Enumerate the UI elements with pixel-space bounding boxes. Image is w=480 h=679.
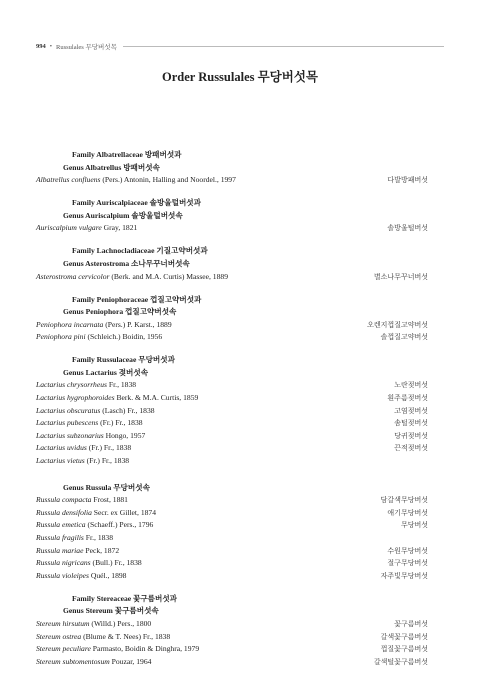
species-name: Lactarius obscuratus (36, 405, 101, 415)
korean-name: 담갈색무당버섯 (380, 496, 428, 505)
species-row (36, 430, 428, 443)
species-author: (Fr.) Fr., 1838 (84, 456, 130, 466)
korean-name: 절구무당버섯 (387, 559, 428, 568)
species-row (36, 519, 428, 532)
species-name: Russula densifolia (36, 507, 92, 517)
species-citation (36, 643, 199, 656)
species-author: (Bull.) Fr., 1838 (90, 558, 142, 568)
taxon-block (36, 482, 428, 583)
korean-name: 끈적젖버섯 (394, 444, 428, 453)
species-name: Albatrellus confluens (36, 175, 101, 185)
species-author: (Blume & T. Nees) Fr., 1838 (81, 631, 171, 641)
species-author: Fr., 1838 (106, 380, 137, 390)
korean-name: 솔껍질고약버섯 (380, 333, 428, 342)
species-name: Lactarius pubescens (36, 418, 99, 428)
family-heading: Family Albatrellaceae 방패버섯과 (72, 150, 182, 159)
taxon-block (36, 294, 428, 344)
species-citation (36, 417, 143, 430)
taxonomy-list (36, 149, 428, 668)
taxon-block (36, 197, 428, 235)
species-row (36, 631, 428, 644)
species-row (36, 222, 428, 235)
family-heading: Family Peniophoraceae 껍질고약버섯과 (72, 294, 202, 304)
species-row (36, 455, 428, 468)
species-citation (36, 331, 162, 344)
species-citation (36, 392, 198, 405)
species-author: (Willd.) Pers., 1800 (89, 618, 152, 628)
species-row (36, 656, 428, 669)
species-citation (36, 455, 129, 468)
species-name: Lactarius vietus (36, 456, 85, 466)
species-name: Lactarius uvidus (36, 443, 87, 453)
family-heading: Family Stereaceae 꽃구름버섯과 (72, 593, 178, 603)
species-citation (36, 631, 170, 644)
page-number: 994 (36, 42, 46, 50)
species-row (36, 442, 428, 455)
species-name: Stereum subtomentosum (36, 656, 110, 666)
korean-name: 껍질꽃구름버섯 (380, 645, 428, 654)
korean-name: 오렌지껍질고약버섯 (367, 320, 428, 329)
species-author: Parmasto, Boidin & Dinghra, 1979 (90, 644, 200, 654)
species-citation (36, 507, 156, 520)
korean-name: 노란젖버섯 (394, 381, 428, 390)
genus-heading: Genus Stereum 꽃구름버섯속 (63, 606, 159, 616)
species-author: Quél., 1898 (88, 570, 127, 580)
korean-name: 갈색꽃구름버섯 (380, 632, 428, 641)
species-name: Peniophora incarnata (36, 319, 104, 329)
korean-name: 별소나무꾸너버섯 (373, 272, 428, 281)
header-section: Russulales 무당버섯목 (56, 43, 117, 51)
family-heading: Family Auriscalpiaceae 솔방울털버섯과 (72, 198, 201, 208)
species-author: (Pers.) Antonin, Halling and Noordel., 1997 (100, 175, 236, 185)
species-author: Gray, 1821 (101, 223, 138, 233)
species-row (36, 405, 428, 418)
species-name: Stereum hirsutum (36, 618, 90, 628)
species-row (36, 494, 428, 507)
genus-heading: Genus Asterostroma 소나무꾸너버섯속 (63, 258, 190, 268)
korean-name: 무당버섯 (400, 521, 428, 530)
species-citation (36, 618, 151, 631)
species-row (36, 392, 428, 405)
species-author: Pouzar, 1964 (109, 656, 152, 666)
species-author: (Lasch) Fr., 1838 (100, 405, 155, 415)
species-author: Hongo, 1957 (103, 430, 146, 440)
species-citation (36, 222, 137, 235)
running-header (36, 41, 444, 51)
species-row (36, 545, 428, 558)
genus-heading: Genus Lactarius 젖버섯속 (63, 367, 149, 377)
species-row (36, 331, 428, 344)
species-row (36, 271, 428, 284)
species-name: Asterostroma cervicolor (36, 271, 110, 281)
korean-name: 흰주름젖버섯 (387, 394, 428, 403)
species-author: (Schaeff.) Pers., 1796 (85, 520, 154, 530)
block-spacer (36, 187, 428, 197)
species-citation (36, 174, 236, 187)
genus-heading: Genus Albatrellus 방패버섯속 (63, 162, 160, 172)
species-name: Russula fragilis (36, 533, 84, 542)
header-separator: • (49, 42, 53, 50)
species-row (36, 570, 428, 583)
korean-name: 꽃구름버섯 (394, 619, 428, 628)
species-name: Lactarius hygrophoroides (36, 393, 115, 403)
species-row (36, 174, 428, 187)
korean-name: 솔방울털버섯 (387, 224, 428, 233)
korean-name: 솜털젖버섯 (394, 419, 428, 428)
taxon-block (36, 593, 428, 669)
species-citation (36, 570, 126, 583)
korean-name: 갈색털꽃구름버섯 (373, 657, 428, 666)
species-name: Russula nigricans (36, 558, 91, 568)
block-spacer (36, 468, 428, 482)
family-heading: Family Lachnocladiaceae 기질고약버섯과 (72, 246, 208, 256)
taxon-block (36, 354, 428, 467)
species-author: Frost, 1881 (91, 495, 128, 505)
species-author: (Fr.) Fr., 1838 (86, 443, 132, 453)
species-citation (36, 430, 145, 443)
species-citation (36, 545, 119, 558)
species-citation (36, 519, 153, 532)
species-author: (Berk. and M.A. Curtis) Massee, 1889 (109, 271, 228, 281)
species-author: Fr., 1838 (83, 533, 114, 542)
korean-name: 다발방패버섯 (387, 176, 428, 185)
block-spacer (36, 344, 428, 354)
species-author: Secr. ex Gillet, 1874 (91, 507, 157, 517)
species-row (36, 379, 428, 392)
species-citation (36, 557, 142, 570)
family-heading: Family Russulaceae 무당버섯과 (72, 355, 175, 365)
species-row (36, 532, 428, 545)
species-citation (36, 319, 172, 332)
genus-heading: Genus Russula 무당버섯속 (63, 482, 150, 492)
genus-heading: Genus Auriscalpium 솔방울털버섯속 (63, 210, 183, 220)
block-spacer (36, 235, 428, 245)
page-title: Order Russulales 무당버섯목 (162, 70, 318, 84)
species-name: Russula mariae (36, 545, 84, 555)
species-name: Auriscalpium vulgare (36, 223, 102, 233)
species-name: Peniophora pini (36, 332, 86, 342)
taxon-block (36, 245, 428, 283)
species-citation (36, 271, 228, 284)
species-author: Berk. & M.A. Curtis, 1859 (114, 393, 199, 403)
species-author: (Schleich.) Boidin, 1956 (85, 332, 163, 342)
taxon-block (36, 149, 428, 187)
block-spacer (36, 283, 428, 293)
species-citation (36, 442, 131, 455)
species-citation (36, 379, 136, 392)
korean-name: 자주빛무당버섯 (380, 571, 428, 580)
korean-name: 수원무당버섯 (387, 546, 428, 555)
species-name: Stereum peculiare (36, 644, 91, 654)
species-citation (36, 656, 151, 669)
species-row (36, 417, 428, 430)
species-citation (36, 405, 155, 418)
species-name: Lactarius chrysorrheus (36, 380, 107, 390)
genus-heading: Genus Peniophora 껍질고약버섯속 (63, 307, 177, 317)
species-row (36, 643, 428, 656)
species-name: Lactarius subzonarius (36, 430, 104, 440)
species-name: Russula compacta (36, 495, 92, 505)
block-spacer (36, 582, 428, 592)
species-citation (36, 532, 113, 545)
species-name: Russula violeipes (36, 570, 89, 580)
species-author: (Fr.) Fr., 1838 (98, 418, 143, 428)
species-name: Stereum ostrea (36, 631, 82, 641)
species-author: (Pers.) P. Karst., 1889 (103, 319, 172, 329)
korean-name: 애기무당버섯 (387, 508, 428, 517)
species-name: Russula emetica (36, 520, 86, 530)
species-citation (36, 494, 128, 507)
header-rule (123, 46, 444, 47)
species-row (36, 618, 428, 631)
species-row (36, 557, 428, 570)
species-author: Peck, 1872 (83, 545, 120, 555)
species-row (36, 319, 428, 332)
korean-name: 고염젖버섯 (394, 406, 428, 415)
species-row (36, 507, 428, 520)
korean-name: 당귀젖버섯 (394, 431, 428, 440)
